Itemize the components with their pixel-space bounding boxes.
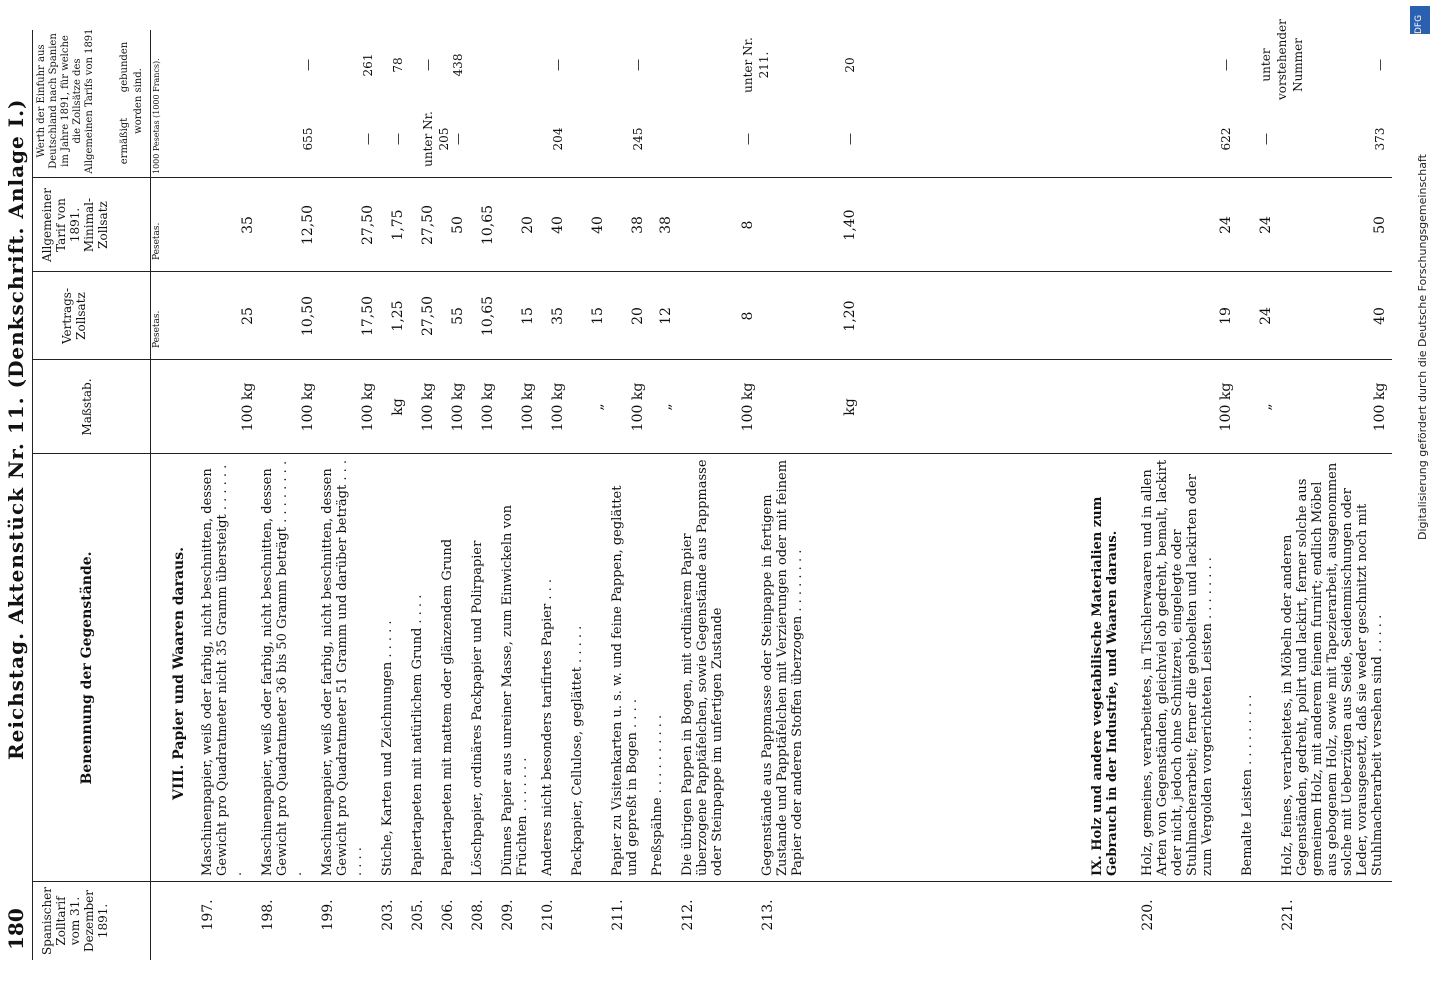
item-description: Papiertapeten mit mattem oder glänzendem Grund bbox=[440, 538, 455, 876]
import-bound: unter Nr. 211. bbox=[741, 37, 771, 93]
item-description: Maschinenpapier, weiß oder farbig, nicht beschnitten, dessen Gewicht pro Quadratmeter 36 bis 50 Gramm beträgt . . . . . . . . . bbox=[260, 460, 305, 876]
section-viii-title: VIII. Papier und Waaren daraus. bbox=[171, 547, 187, 800]
tarif-number: 209. bbox=[500, 899, 516, 931]
import-bound: 261 bbox=[361, 53, 375, 77]
import-bound: unter vorstehender Nummer bbox=[1259, 19, 1305, 100]
import-bound: 438 bbox=[451, 53, 465, 77]
header-massstab: Maßstab. bbox=[80, 378, 94, 436]
running-title: Reichstag. Aktenstück Nr. 11. (Denkschrift. Anlage I.) bbox=[4, 98, 28, 760]
general-rate: 50 bbox=[1372, 216, 1388, 234]
treaty-rate: 8 bbox=[740, 311, 756, 321]
treaty-rate: 27,50 bbox=[420, 295, 436, 337]
treaty-rate: 35 bbox=[550, 307, 566, 325]
general-rate: 1,75 bbox=[390, 209, 406, 241]
digitization-note: Digitalisierung gefördert durch die Deutsche Forschungsgemeinschaft bbox=[1416, 154, 1429, 540]
item-description: Papier zu Visitenkarten u. s. w. und feine Pappen, geglättet und gepreßt in Bogen . . . . bbox=[610, 485, 640, 876]
header-worden: worden sind. bbox=[133, 68, 144, 134]
header-werth: Werth der Einfuhr aus Deutschland nach Spanien im Jahre 1891, für welche die Zollsätze des Allgemeinen Tarifs von 1891 bbox=[36, 28, 95, 174]
tarif-number: 206. bbox=[440, 899, 456, 931]
treaty-rate: 17,50 bbox=[360, 295, 376, 337]
import-reduced: unter Nr. 205 bbox=[421, 111, 451, 167]
import-bound: — bbox=[1373, 59, 1387, 71]
dfg-logo-text: DFG bbox=[1414, 14, 1424, 34]
import-reduced: — bbox=[361, 133, 375, 145]
header-vertrag: Vertrags-Zollsatz bbox=[60, 288, 88, 345]
import-reduced: — bbox=[741, 133, 755, 145]
general-rate: 40 bbox=[590, 216, 606, 234]
treaty-rate: 1,25 bbox=[390, 300, 406, 332]
treaty-rate: 10,65 bbox=[480, 295, 496, 337]
general-rate: 24 bbox=[1258, 216, 1274, 234]
treaty-rate: 19 bbox=[1218, 307, 1234, 325]
unit-pesetas-2: Pesetas. bbox=[152, 310, 162, 348]
item-description: Maschinenpapier, weiß oder farbig, nicht beschnitten, dessen Gewicht pro Quadratmeter 51 Gramm und darüber beträgt . . . . . . . bbox=[320, 459, 365, 876]
general-rate: 10,65 bbox=[480, 204, 496, 246]
import-bound: — bbox=[421, 59, 435, 71]
unit-pesetas: Pesetas. bbox=[152, 222, 162, 260]
tarif-number: 213. bbox=[760, 899, 776, 931]
import-reduced: 622 bbox=[1219, 127, 1233, 151]
item-description: Holz, feines, verarbeitetes, in Möbeln oder anderen Gegenständen, gedreht, polirt und lackirt, ferner solche aus gemeinem Holz, mit anderem feinem furnirt; endlich Möbel aus gebogenem Holz, sowie mit Tapezierarbeit, ausgenommen solche mit Ueberzügen aus Seide, Seidenmischungen oder Leder, vorausgesetzt, daß sie weder geschnitzt noch mit Stuhlmacherarbeit versehen sind . . . . . bbox=[1280, 462, 1385, 876]
treaty-rate: 40 bbox=[1372, 307, 1388, 325]
general-rate: 50 bbox=[450, 216, 466, 234]
unit-measure: kg bbox=[842, 398, 858, 416]
item-description: Löschpapier, ordinäres Packpapier und Polirpapier bbox=[470, 540, 485, 876]
col-divider bbox=[32, 359, 1392, 360]
general-rate: 20 bbox=[520, 216, 536, 234]
section-ix-title: IX. Holz und andere vegetabilische Materialien zum Gebrauch in der Industrie, und Waaren daraus. bbox=[1090, 496, 1120, 876]
unit-measure: 100 kg bbox=[630, 382, 646, 432]
unit-measure: kg bbox=[390, 398, 406, 416]
treaty-rate: 10,50 bbox=[300, 295, 316, 337]
unit-measure: „ bbox=[590, 403, 606, 411]
item-description: Bemalte Leisten . . . . . . . . . bbox=[1240, 694, 1255, 876]
unit-measure: 100 kg bbox=[1372, 382, 1388, 432]
general-rate: 1,40 bbox=[842, 209, 858, 241]
import-bound: — bbox=[551, 59, 565, 71]
treaty-rate: 15 bbox=[520, 307, 536, 325]
tarif-number: 210. bbox=[540, 899, 556, 931]
general-rate: 8 bbox=[740, 220, 756, 230]
header-gebunden: gebunden bbox=[119, 41, 130, 93]
unit-measure: 100 kg bbox=[240, 382, 256, 432]
item-description: Anderes nicht besonders tarifirtes Papier . . . bbox=[540, 579, 555, 876]
import-reduced: 204 bbox=[551, 127, 565, 151]
general-rate: 40 bbox=[550, 216, 566, 234]
treaty-rate: 20 bbox=[630, 307, 646, 325]
unit-measure: 100 kg bbox=[450, 382, 466, 432]
tarif-number: 203. bbox=[380, 899, 396, 931]
import-reduced: 373 bbox=[1373, 127, 1387, 151]
treaty-rate: 24 bbox=[1258, 307, 1274, 325]
item-description: Holz, gemeines, verarbeitetes, in Tischlerwaaren und in allen Arten von Gegenständen, gleichviel ob gedreht, bemalt, lackirt oder nicht, jedoch ohne Schnitzerei, eingelegte oder Stuhlmacherarbeit; ferner die gehobelten und lackirten oder zum Vergolden vorgerichteten Leisten . . . . . . . . bbox=[1140, 459, 1215, 876]
import-reduced: — bbox=[843, 133, 857, 145]
general-rate: 27,50 bbox=[420, 204, 436, 246]
item-description: Papiertapeten mit natürlichem Grund . . . . bbox=[410, 594, 425, 876]
treaty-rate: 1,20 bbox=[842, 300, 858, 332]
tarif-number: 208. bbox=[470, 899, 486, 931]
treaty-rate: 12 bbox=[658, 307, 674, 325]
general-rate: 24 bbox=[1218, 216, 1234, 234]
unit-measure: 100 kg bbox=[480, 382, 496, 432]
import-reduced: — bbox=[451, 133, 465, 145]
item-description: Maschinenpapier, weiß oder farbig, nicht beschnitten, dessen Gewicht pro Quadratmeter nicht 35 Gramm übersteigt . . . . . . . bbox=[200, 464, 245, 876]
treaty-rate: 15 bbox=[590, 307, 606, 325]
col-divider bbox=[32, 271, 1392, 272]
unit-measure: 100 kg bbox=[520, 382, 536, 432]
tarif-number: 221. bbox=[1280, 899, 1296, 931]
import-bound: 20 bbox=[843, 57, 857, 73]
col-divider bbox=[32, 177, 1392, 178]
treaty-rate: 25 bbox=[240, 307, 256, 325]
general-rate: 12,50 bbox=[300, 204, 316, 246]
header-allgemein: Allgemeiner Tarif von 1891. Minimal-Zollsatz bbox=[40, 188, 110, 263]
tarif-number: 220. bbox=[1140, 899, 1156, 931]
unit-measure: 100 kg bbox=[740, 382, 756, 432]
general-rate: 38 bbox=[630, 216, 646, 234]
tarif-number: 212. bbox=[680, 899, 696, 931]
import-bound: 78 bbox=[391, 57, 405, 73]
unit-measure: 100 kg bbox=[550, 382, 566, 432]
import-bound: — bbox=[1219, 59, 1233, 71]
unit-werth: 1000 Pesetas (1000 Francs). bbox=[152, 58, 161, 174]
item-description: Dünnes Papier aus unreiner Masse, zum Einwickeln von Früchten . . . . . . . bbox=[500, 504, 530, 876]
import-bound: — bbox=[301, 59, 315, 71]
unit-measure: „ bbox=[658, 403, 674, 411]
item-description: Gegenstände aus Pappmasse oder Steinpappe in fertigem Zustande und Papptäfelchen mit Verzierungen oder mit feinem Papier oder anderen Stoffen überzogen . . . . . . . . bbox=[760, 459, 805, 876]
header-benennung: Benennung der Gegenstände. bbox=[79, 551, 95, 785]
unit-measure: 100 kg bbox=[300, 382, 316, 432]
col-divider bbox=[32, 453, 1392, 454]
treaty-rate: 55 bbox=[450, 307, 466, 325]
item-description: Stiche, Karten und Zeichnungen . . . . . bbox=[380, 620, 395, 876]
import-reduced: — bbox=[391, 133, 405, 145]
top-rule bbox=[32, 30, 33, 960]
unit-measure: „ bbox=[1258, 403, 1274, 411]
item-description: Preßspähne . . . . . . . . . . bbox=[650, 714, 665, 876]
unit-measure: 100 kg bbox=[1218, 382, 1234, 432]
tarif-number: 211. bbox=[610, 899, 626, 931]
tarif-number: 197. bbox=[200, 899, 216, 931]
col-divider bbox=[32, 881, 1392, 882]
import-reduced: 245 bbox=[631, 127, 645, 151]
header-bottom-rule bbox=[150, 30, 151, 960]
tarif-number: 205. bbox=[410, 899, 426, 931]
header-tarif: Spanischer Zolltarif vom 31. Dezember 1891. bbox=[40, 886, 110, 956]
item-description: Die übrigen Pappen in Bogen, mit ordinärem Papier überzogene Papptäfelchen, sowie Gegenstände aus Pappmasse oder Steinpappe im unfertigen Zustande bbox=[680, 459, 725, 876]
general-rate: 35 bbox=[240, 216, 256, 234]
item-description: Packpapier, Cellulose, geglättet . . . . . bbox=[570, 625, 585, 876]
general-rate: 38 bbox=[658, 216, 674, 234]
import-reduced: 655 bbox=[301, 127, 315, 151]
tarif-number: 199. bbox=[320, 899, 336, 931]
unit-measure: 100 kg bbox=[360, 382, 376, 432]
general-rate: 27,50 bbox=[360, 204, 376, 246]
tarif-number: 198. bbox=[260, 899, 276, 931]
header-ermaessigt: ermäßigt bbox=[119, 117, 130, 165]
unit-measure: 100 kg bbox=[420, 382, 436, 432]
import-reduced: — bbox=[1259, 133, 1273, 145]
import-bound: — bbox=[631, 59, 645, 71]
page-number: 180 bbox=[4, 908, 28, 950]
